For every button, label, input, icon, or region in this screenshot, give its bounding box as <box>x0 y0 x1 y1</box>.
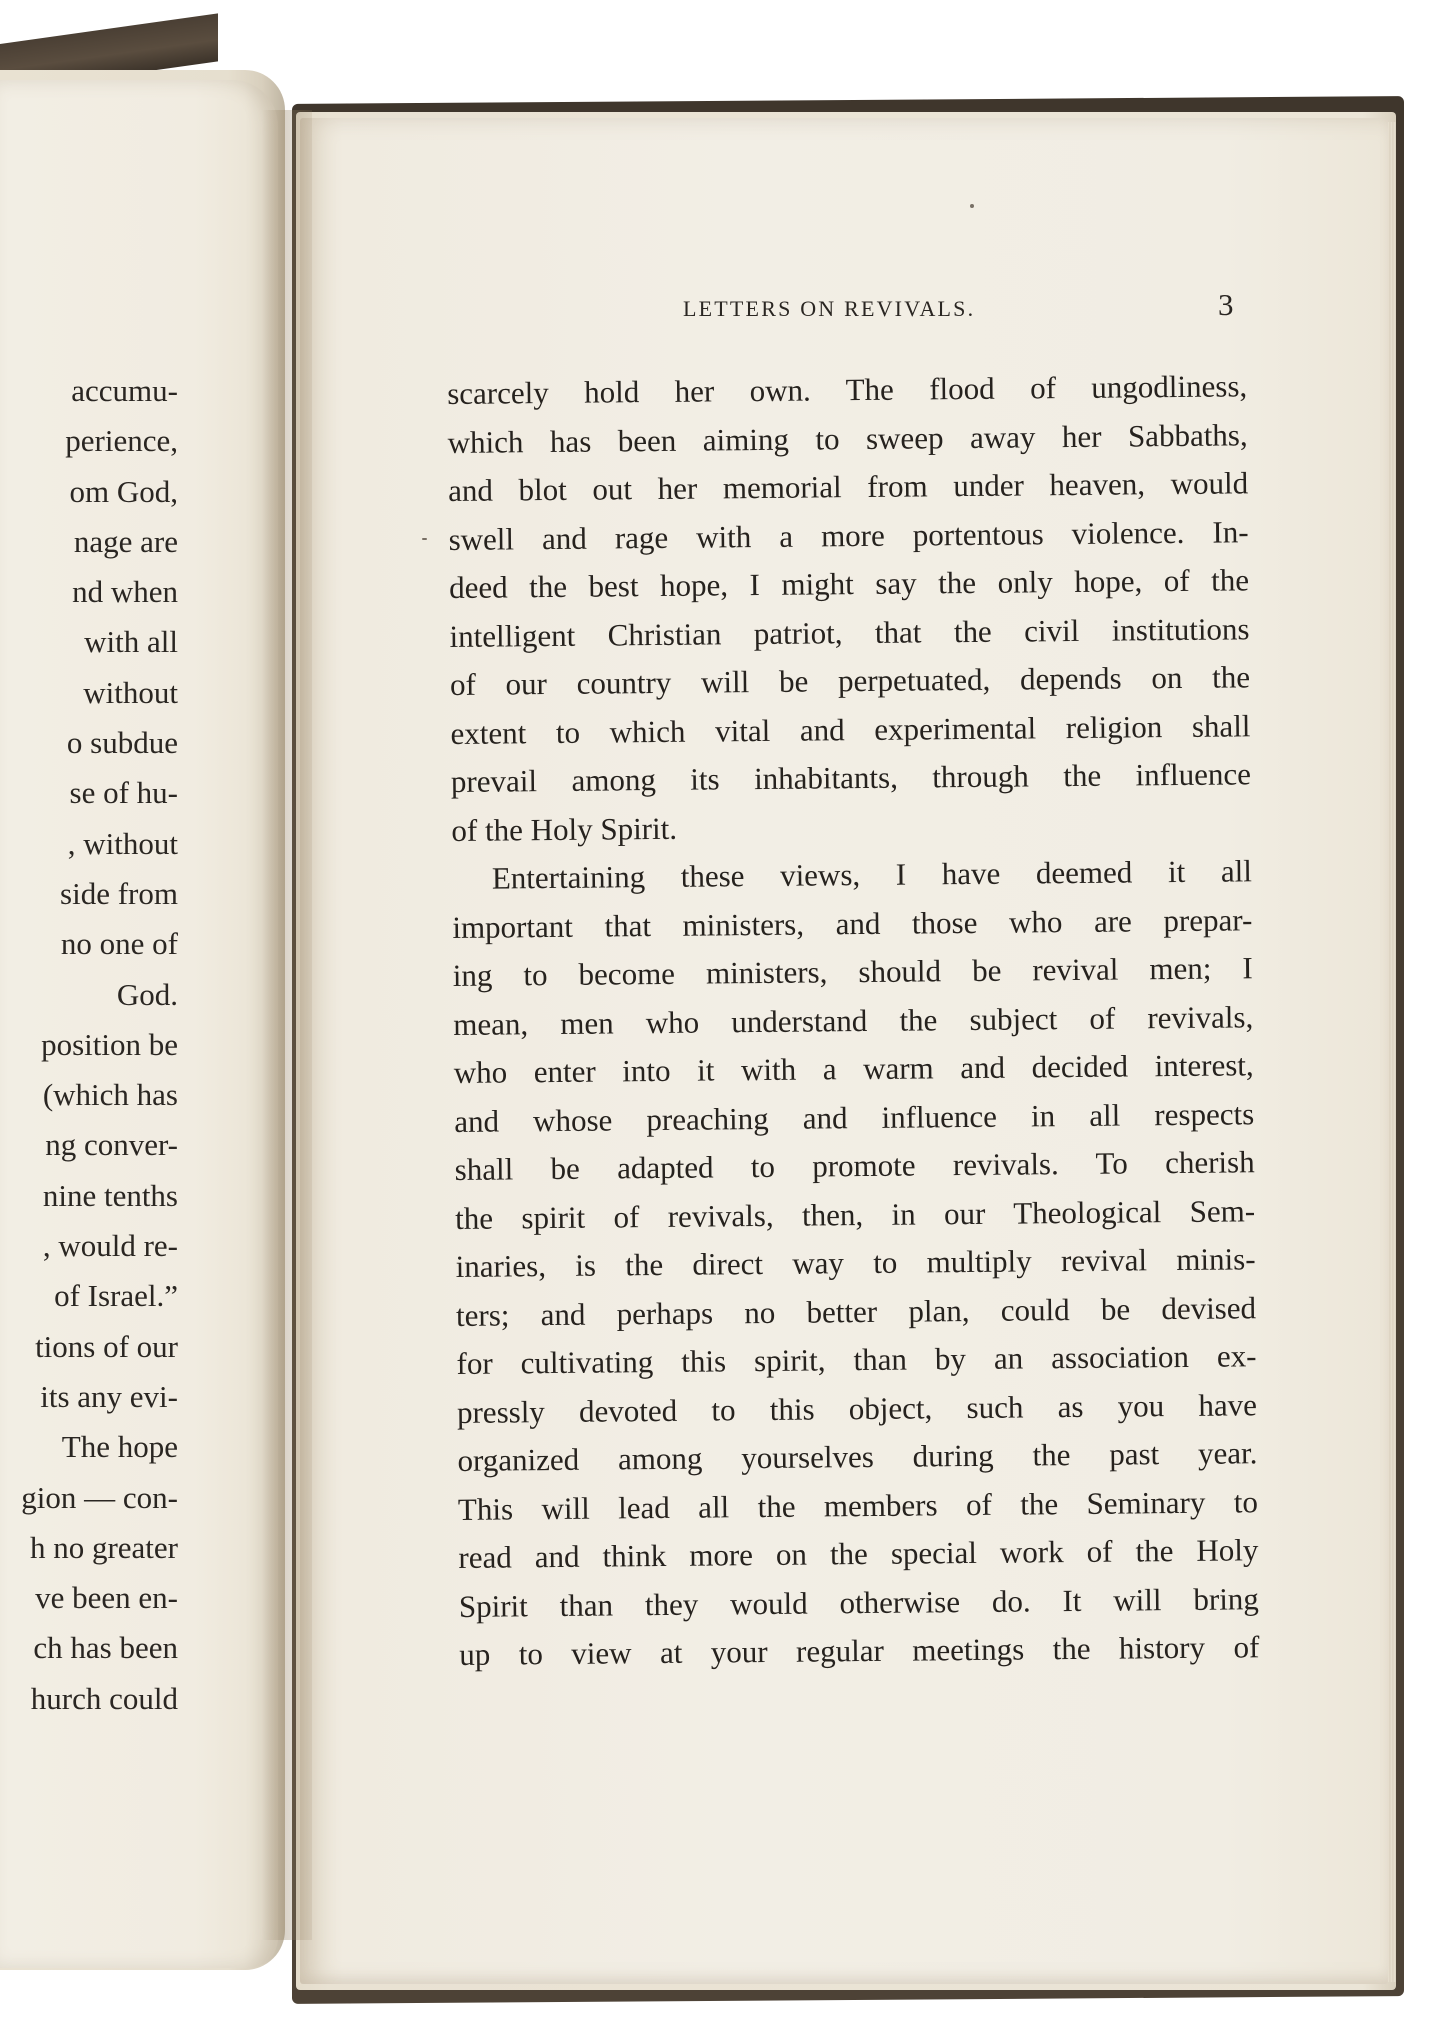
left-page-line: with all <box>84 624 178 660</box>
right-page-line: of the Holy Spirit. <box>451 810 678 848</box>
left-page-text <box>0 366 178 1724</box>
right-page-line: inaries, is the direct way to multiply revival minis- <box>455 1241 1256 1284</box>
right-page-line: and blot out her memorial from under heaven, would <box>447 465 1249 508</box>
right-page-line: pressly devoted to this object, such as you have <box>456 1386 1258 1430</box>
right-page-line: shall be adapted to promote revivals. To cherish <box>454 1144 1255 1187</box>
left-page-line: nd when <box>72 574 178 610</box>
left-page-line: side from <box>60 875 178 911</box>
left-page-line: The hope <box>61 1429 178 1465</box>
left-page-line: position be <box>41 1026 178 1062</box>
left-page-line: om God, <box>69 473 178 509</box>
paper-fleck <box>422 538 427 540</box>
right-page-line: Entertaining these views, I have deemed it all <box>491 853 1253 896</box>
right-page-line: swell and rage with a more portentous violence. In- <box>448 513 1249 557</box>
left-page-line: hurch could <box>30 1680 178 1716</box>
right-page-line: important that ministers, and those who are prepar- <box>452 901 1253 945</box>
right-page-line: intelligent Christian patriot, that the civil institutions <box>449 610 1250 654</box>
right-page-line: of our country will be perpetuated, depends on the <box>449 659 1251 702</box>
left-page-line: its any evi- <box>40 1378 178 1414</box>
right-page-line: for cultivating this spirit, than by an association ex- <box>456 1338 1257 1381</box>
right-page-line: extent to which vital and experimental religion shall <box>450 707 1251 751</box>
left-page-line: ve been en- <box>35 1580 178 1616</box>
left-page-line: , without <box>67 825 178 861</box>
left-page-line: tions of our <box>35 1328 178 1364</box>
right-page-line: the spirit of revivals, then, in our Theological Sem- <box>454 1192 1256 1236</box>
left-page-line: no one of <box>60 926 178 962</box>
right-page-line: mean, men who understand the subject of revivals, <box>453 998 1254 1042</box>
left-page-line: nine tenths <box>42 1177 178 1213</box>
right-page-line: ing to become ministers, should be revival men; I <box>452 950 1253 993</box>
left-page-line: of Israel.” <box>54 1278 178 1314</box>
left-page <box>0 80 278 1968</box>
left-page-line: accumu- <box>71 373 178 408</box>
right-page-line: scarcely hold her own. The flood of ungodliness, <box>447 368 1248 411</box>
right-page-line: deed the best hope, I might say the only hope, of the <box>448 562 1250 605</box>
right-page-line: and whose preaching and influence in all respects <box>454 1095 1255 1139</box>
page-number: 3 <box>1218 287 1234 322</box>
left-page-line: perience, <box>65 423 178 459</box>
left-page-line: (which has <box>42 1077 178 1113</box>
left-page-line: h no greater <box>29 1529 178 1565</box>
left-page-line: God. <box>116 976 178 1012</box>
left-page-line: ch has been <box>33 1630 178 1666</box>
left-page-line: se of hu- <box>69 775 178 811</box>
right-page-line: read and think more on the special work of the Holy <box>458 1532 1259 1575</box>
right-page-line: up to view at your regular meetings the history of <box>459 1629 1260 1672</box>
left-page-line: nage are <box>73 523 178 559</box>
right-page-text <box>447 362 1260 1679</box>
right-page-line: ters; and perhaps no better plan, could be devised <box>455 1289 1257 1333</box>
gutter-shadow <box>262 110 312 1940</box>
left-page-line: without <box>83 674 178 710</box>
left-page-line: ng conver- <box>45 1127 178 1163</box>
right-page-line: Spirit than they would otherwise do. It will bring <box>458 1580 1259 1624</box>
left-page-line: o subdue <box>66 725 178 761</box>
right-page-line: prevail among its inhabitants, through the influence <box>450 756 1252 799</box>
right-page-line: which has been aiming to sweep away her Sabbaths, <box>447 416 1248 460</box>
right-page-line: This will lead all the members of the Seminary to <box>457 1483 1259 1527</box>
left-page-line: gion — con- <box>21 1479 178 1515</box>
right-page-line: organized among yourselves during the past year. <box>457 1435 1258 1478</box>
left-page-line: , would re- <box>42 1228 178 1264</box>
paper-fleck <box>970 204 974 208</box>
running-head: LETTERS ON REVIVALS. <box>683 296 976 321</box>
right-page-line: who enter into it with a warm and decided interest, <box>453 1047 1254 1090</box>
